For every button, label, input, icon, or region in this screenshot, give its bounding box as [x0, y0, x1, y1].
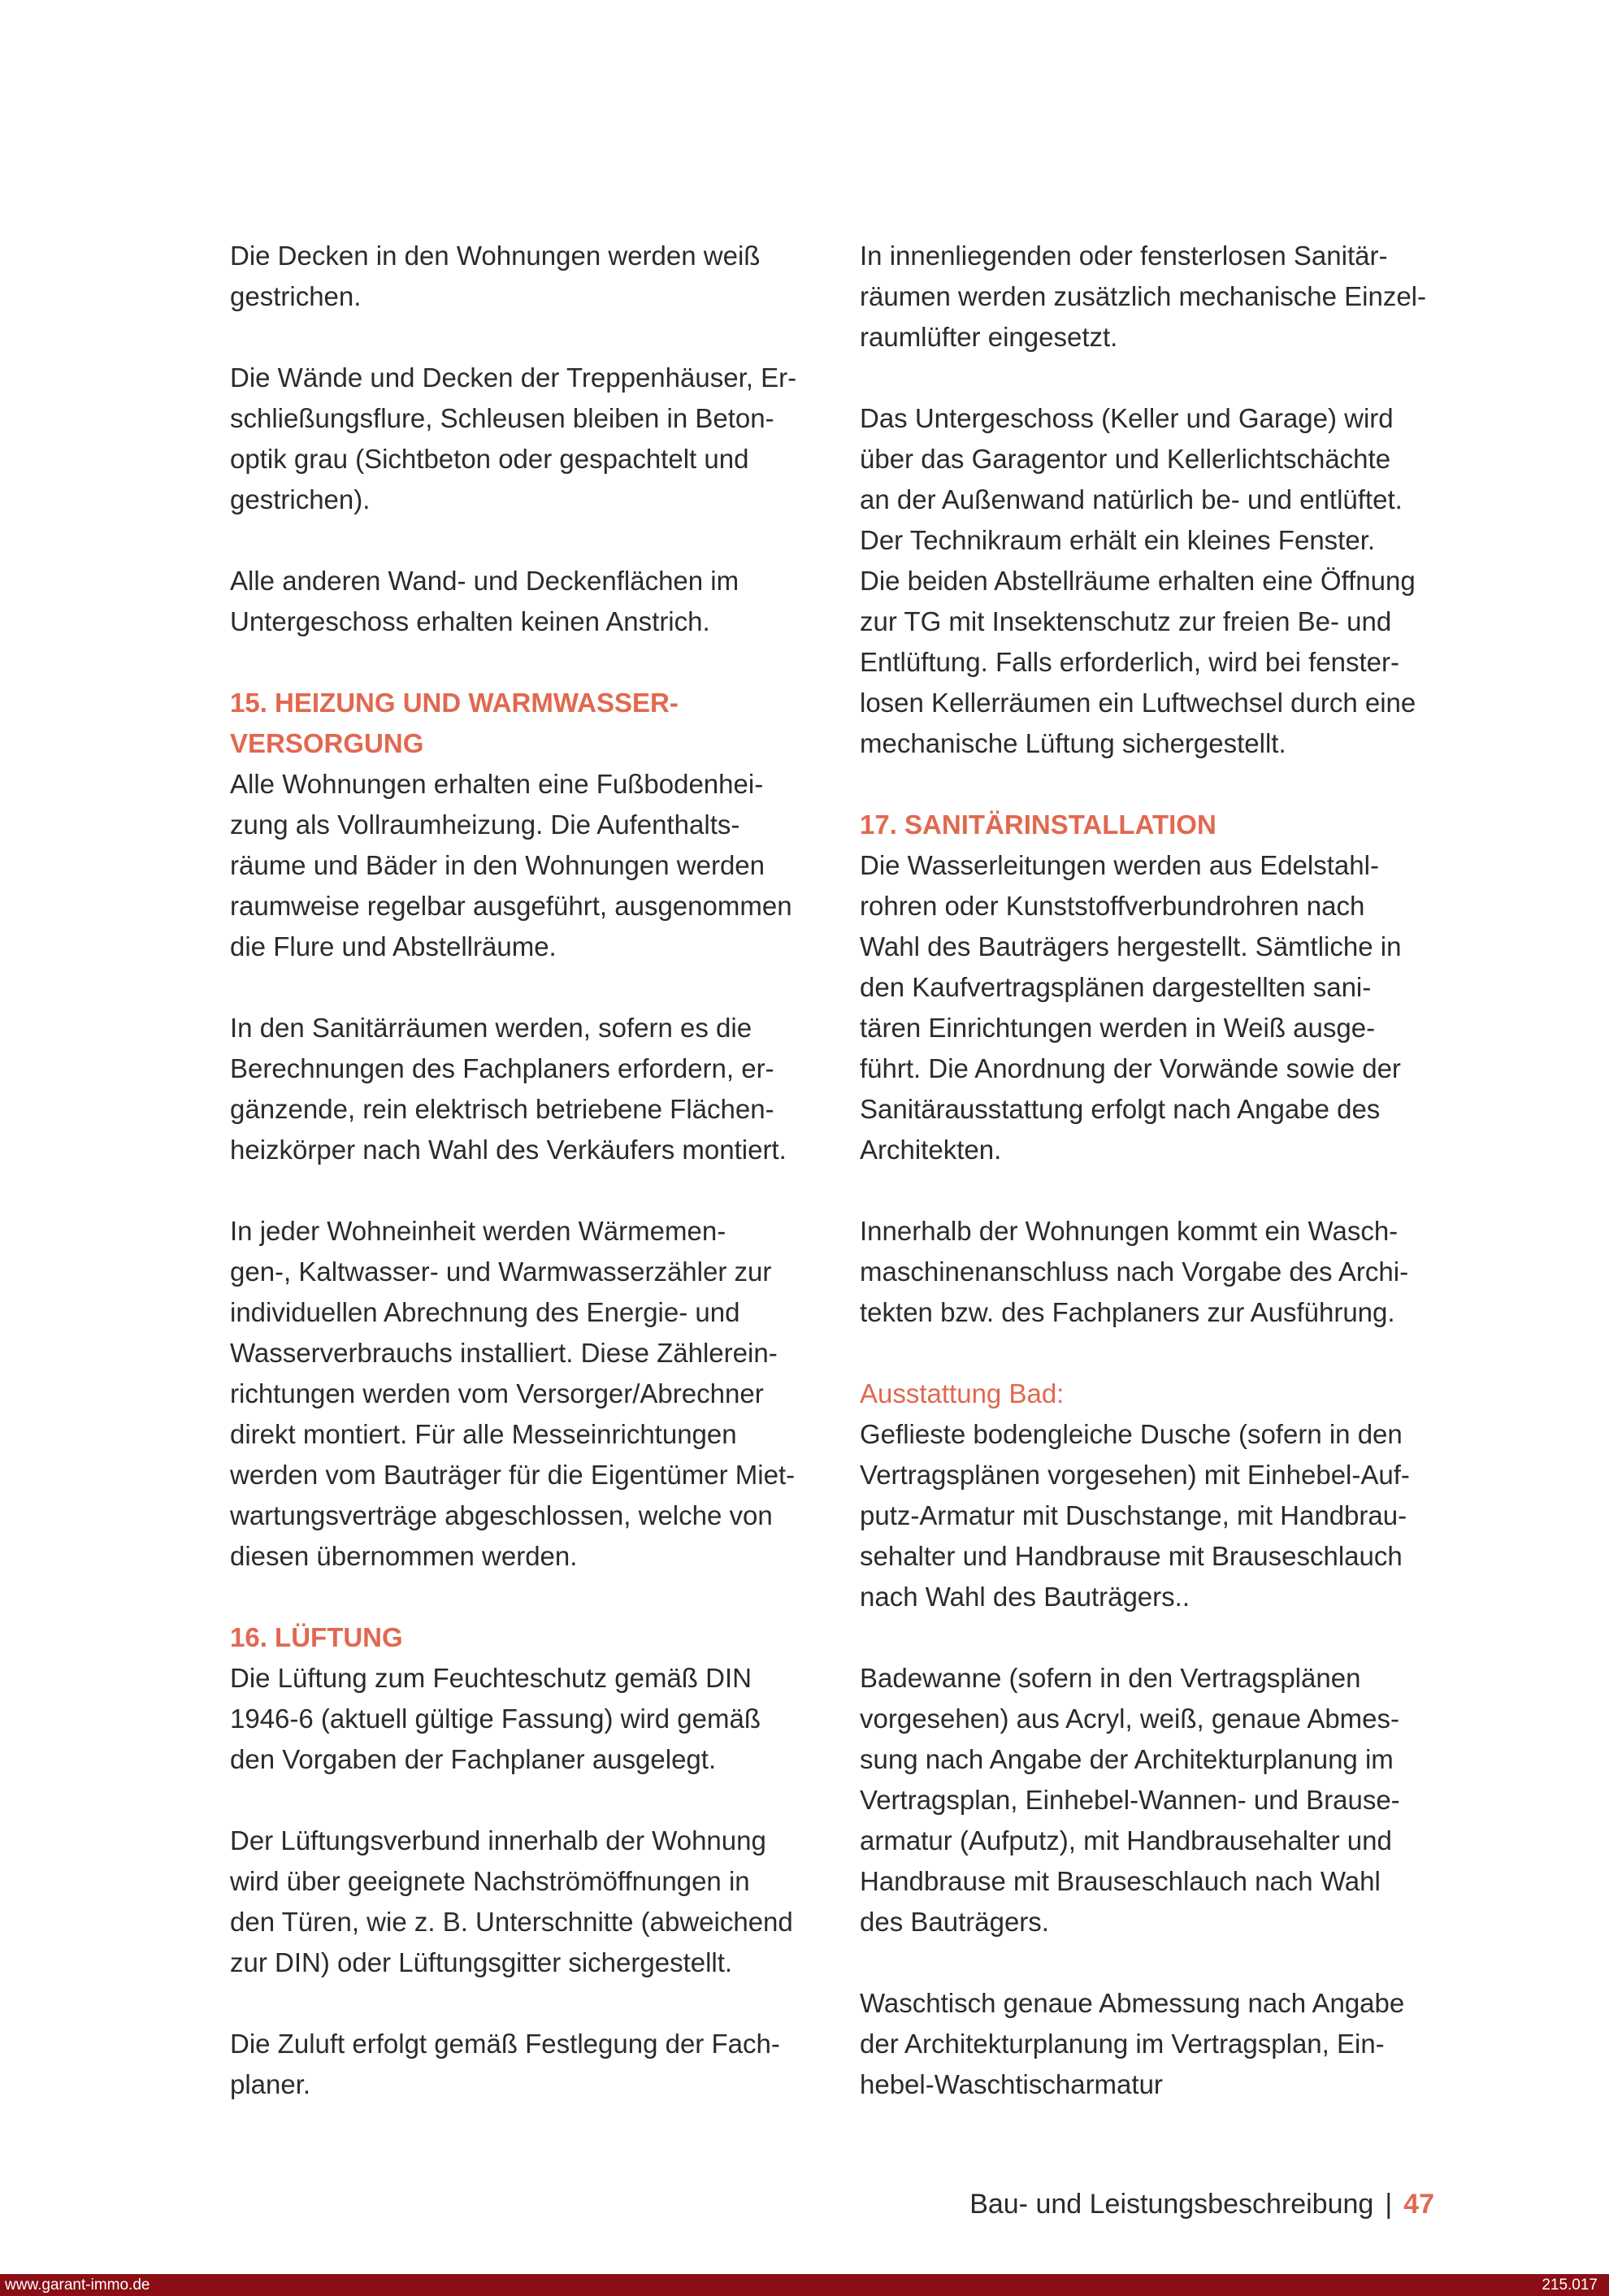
body-text-line: Berechnungen des Fachplaners erfordern, er-: [230, 1053, 774, 1083]
body-text-line: In jeder Wohneinheit werden Wärmemen-: [230, 1216, 726, 1246]
website-url[interactable]: www.garant-immo.de: [5, 2276, 150, 2294]
body-text-line: planer.: [230, 2069, 311, 2099]
section-heading: 16. LÜFTUNG: [230, 1622, 403, 1652]
body-text-line: maschinenanschluss nach Vorgabe des Archi-: [860, 1257, 1409, 1287]
body-text-line: raumweise regelbar ausgeführt, ausgenommen: [230, 891, 792, 921]
subsection-heading: Ausstattung Bad:: [860, 1378, 1065, 1408]
body-text-line: den Kaufvertragsplänen dargestellten sani-: [860, 972, 1372, 1002]
paragraph-gap: [230, 967, 864, 1008]
body-text-line: schließungsflure, Schleusen bleiben in Beton-: [230, 403, 774, 433]
body-text-line: räumen werden zusätzlich mechanische Einzel-: [860, 281, 1426, 311]
body-text-line: gen-, Kaltwasser- und Warmwasserzähler zur: [230, 1257, 772, 1287]
paragraph-gap: [860, 358, 1494, 398]
body-text-line: mechanische Lüftung sichergestellt.: [860, 728, 1286, 758]
body-text-line: 1946-6 (aktuell gültige Fassung) wird gemäß: [230, 1704, 761, 1734]
right-column: [860, 236, 1494, 2105]
body-text-line: Architekten.: [860, 1135, 1002, 1165]
body-text-line: Handbrause mit Brauseschlauch nach Wahl: [860, 1866, 1381, 1896]
body-text-line: der Architekturplanung im Vertragsplan, Ein-: [860, 2029, 1385, 2059]
body-text-line: diesen übernommen werden.: [230, 1541, 578, 1571]
body-text-line: raumlüfter eingesetzt.: [860, 322, 1118, 352]
body-text-line: In den Sanitärräumen werden, sofern es die: [230, 1013, 752, 1043]
body-text-line: Die beiden Abstellräume erhalten eine Öffnung: [860, 566, 1416, 596]
body-text-line: rohren oder Kunststoffverbundrohren nach: [860, 891, 1365, 921]
paragraph-gap: [230, 1170, 864, 1211]
paragraph-gap: [230, 1780, 864, 1821]
body-text-line: zur TG mit Insektenschutz zur freien Be- und: [860, 606, 1392, 636]
body-text-line: hebel-Waschtischarmatur: [860, 2069, 1163, 2099]
paragraph-gap: [860, 1942, 1494, 1983]
body-text-line: Badewanne (sofern in den Vertragsplänen: [860, 1663, 1361, 1693]
body-text-line: Alle Wohnungen erhalten eine Fußbodenhei-: [230, 769, 764, 799]
body-text-line: Der Technikraum erhält ein kleines Fenster.: [860, 525, 1376, 555]
body-text-line: Die Wasserleitungen werden aus Edelstahl-: [860, 850, 1379, 880]
body-text-line: Vertragsplan, Einhebel-Wannen- und Brause-: [860, 1785, 1400, 1815]
body-text-line: losen Kellerräumen ein Luftwechsel durch eine: [860, 688, 1416, 718]
body-text-line: tekten bzw. des Fachplaners zur Ausführung.: [860, 1297, 1395, 1327]
section-heading: 15. HEIZUNG UND WARMWASSER-: [230, 688, 679, 718]
body-text-line: den Vorgaben der Fachplaner ausgelegt.: [230, 1744, 717, 1774]
body-text-line: Das Untergeschoss (Keller und Garage) wird: [860, 403, 1394, 433]
body-text-line: Der Lüftungsverbund innerhalb der Wohnung: [230, 1825, 766, 1855]
body-text-line: Geflieste bodengleiche Dusche (sofern in den: [860, 1419, 1403, 1449]
body-text-line: Wasserverbrauchs installiert. Diese Zählerein-: [230, 1338, 778, 1368]
body-text-line: gänzende, rein elektrisch betriebene Flächen-: [230, 1094, 774, 1124]
body-text-line: Die Lüftung zum Feuchteschutz gemäß DIN: [230, 1663, 752, 1693]
page-number: 47: [1403, 2189, 1434, 2220]
paragraph-gap: [230, 520, 864, 561]
paragraph-gap: [230, 642, 864, 683]
body-text-line: putz-Armatur mit Duschstange, mit Handbrau-: [860, 1500, 1407, 1530]
body-text-line: optik grau (Sichtbeton oder gespachtelt und: [230, 444, 749, 474]
body-text-line: Die Wände und Decken der Treppenhäuser, Er-: [230, 362, 797, 393]
body-text-line: sung nach Angabe der Architekturplanung im: [860, 1744, 1394, 1774]
body-text-line: Innerhalb der Wohnungen kommt ein Wasch-: [860, 1216, 1399, 1246]
body-text-line: wartungsverträge abgeschlossen, welche von: [230, 1500, 773, 1530]
body-text-line: tären Einrichtungen werden in Weiß ausge-: [860, 1013, 1376, 1043]
body-text-line: Entlüftung. Falls erforderlich, wird bei fenster-: [860, 647, 1399, 677]
footer-separator: |: [1385, 2189, 1393, 2220]
paragraph-gap: [860, 764, 1494, 805]
body-text-line: gestrichen.: [230, 281, 362, 311]
body-text-line: zung als Vollraumheizung. Die Aufenthalts-: [230, 809, 740, 840]
body-text-line: sehalter und Handbrause mit Brauseschlauch: [860, 1541, 1403, 1571]
body-text-line: Sanitärausstattung erfolgt nach Angabe des: [860, 1094, 1381, 1124]
footer-bar: [0, 2274, 1609, 2296]
body-text-line: führt. Die Anordnung der Vorwände sowie der: [860, 1053, 1401, 1083]
left-column: [230, 236, 864, 2105]
body-text-line: über das Garagentor und Kellerlichtschächte: [860, 444, 1391, 474]
body-text-line: direkt montiert. Für alle Messeinrichtungen: [230, 1419, 737, 1449]
body-text-line: armatur (Aufputz), mit Handbrausehalter und: [860, 1825, 1392, 1855]
body-text-line: zur DIN) oder Lüftungsgitter sichergestellt.: [230, 1947, 733, 1977]
body-text-line: Vertragsplänen vorgesehen) mit Einhebel-Auf-: [860, 1460, 1410, 1490]
body-text-line: wird über geeignete Nachströmöffnungen in: [230, 1866, 750, 1896]
body-text-line: Untergeschoss erhalten keinen Anstrich.: [230, 606, 710, 636]
section-heading: VERSORGUNG: [230, 728, 424, 758]
body-text-line: vorgesehen) aus Acryl, weiß, genaue Abmes-: [860, 1704, 1400, 1734]
body-text-line: heizkörper nach Wahl des Verkäufers montiert.: [230, 1135, 787, 1165]
footer-title-text: Bau- und Leistungsbeschreibung: [969, 2189, 1374, 2220]
document-footer-title: [969, 2185, 1434, 2224]
paragraph-gap: [860, 1617, 1494, 1658]
body-text-line: Die Decken in den Wohnungen werden weiß: [230, 241, 761, 271]
section-heading: 17. SANITÄRINSTALLATION: [860, 809, 1217, 840]
body-text-line: individuellen Abrechnung des Energie- und: [230, 1297, 740, 1327]
body-text-line: des Bauträgers.: [860, 1907, 1049, 1937]
body-text-line: werden vom Bauträger für die Eigentümer Miet-: [230, 1460, 796, 1490]
body-text-line: richtungen werden vom Versorger/Abrechner: [230, 1378, 764, 1408]
body-text-line: nach Wahl des Bauträgers..: [860, 1582, 1190, 1612]
paragraph-gap: [230, 317, 864, 358]
document-code: 215.017: [1542, 2276, 1598, 2294]
body-text-line: den Türen, wie z. B. Unterschnitte (abweichend: [230, 1907, 793, 1937]
body-text-line: räume und Bäder in den Wohnungen werden: [230, 850, 765, 880]
body-text-line: Die Zuluft erfolgt gemäß Festlegung der Fach-: [230, 2029, 780, 2059]
body-text-line: die Flure und Abstellräume.: [230, 931, 557, 961]
paragraph-gap: [230, 1983, 864, 2024]
body-text-line: In innenliegenden oder fensterlosen Sanitär-: [860, 241, 1388, 271]
paragraph-gap: [230, 1577, 864, 1617]
body-text-line: an der Außenwand natürlich be- und entlüftet.: [860, 484, 1403, 514]
body-text-line: Waschtisch genaue Abmessung nach Angabe: [860, 1988, 1405, 2018]
paragraph-gap: [860, 1333, 1494, 1374]
body-text-line: Alle anderen Wand- und Deckenflächen im: [230, 566, 739, 596]
paragraph-gap: [860, 1170, 1494, 1211]
body-text-line: gestrichen).: [230, 484, 371, 514]
body-text-line: Wahl des Bauträgers hergestellt. Sämtliche in: [860, 931, 1402, 961]
